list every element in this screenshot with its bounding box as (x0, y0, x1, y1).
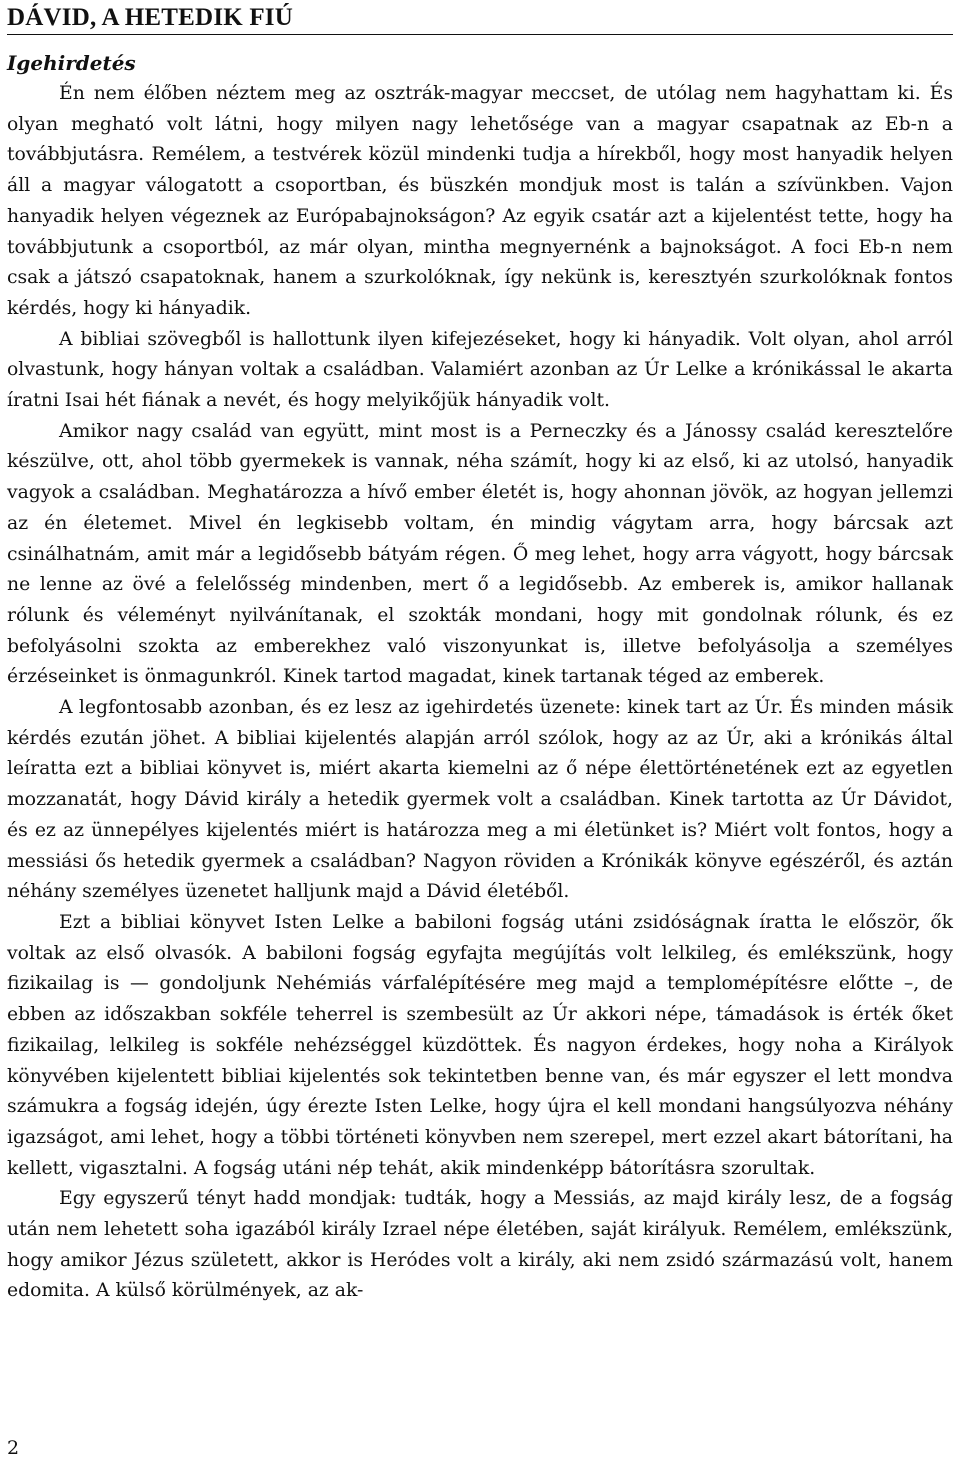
paragraph-3: Amikor nagy család van együtt, mint most is a Perneczky és a Jánossy család keresztelőre készülve, ott, ahol több gyermekek is vannak, néha számít, hogy ki az első, ki az utolsó, hanyadik vagyok a családban. Meghatározza a hívő ember életét is, hogy ahonnan jövök, az hogyan jellemzi az én életemet. Mivel én legkisebb voltam, én mindig vágytam arra, hogy bárcsak azt csinálhatnám, amit már a legidősebb bátyám régen. Ő meg lehet, hogy arra vágyott, hogy bárcsak ne lenne az övé a felelősség mindenben, mert ő a legidősebb. Az emberek is, amikor hallanak rólunk és véleményt nyilvánítanak, el szokták mondani, hogy mit gondolnak rólunk, és ez befolyásolni szokta az emberekhez való viszonyunkat is, illetve befolyásolja a személyes érzéseinket is önmagunkról. Kinek tartod magadat, kinek tartanak téged az emberek. (7, 420, 953, 688)
body-text (7, 79, 953, 1307)
document-page (7, 0, 953, 1465)
paragraph-1: Én nem élőben néztem meg az osztrák-magyar meccset, de utólag nem hagyhattam ki. És olyan megható volt látni, hogy milyen nagy lehetősége van a magyar csapatnak az Eb-n a továbbjutásra. Remélem, a testvérek közül mindenki tudja a hírekből, hogy most hanyadik helyen áll a magyar válogatott a csoportban, és büszkén mondjuk most is talán a szívünkben. Vajon hanyadik helyen végeznek az Európabajnokságon? Az egyik csatár azt a kijelentést tette, hogy ha továbbjutunk a csoportból, az már olyan, mintha megnyernénk a bajnokságot. A foci Eb-n nem csak a játszó csapatoknak, hanem a szurkolóknak, így nekünk is, keresztyén szurkolóknak fontos kérdés, hogy ki hányadik. (7, 83, 953, 319)
paragraph-6: Egy egyszerű tényt hadd mondjak: tudták, hogy a Messiás, az majd király lesz, de a fogság után nem lehetett soha igazából király Izrael népe életében, saját királyuk. Remélem, emlékszünk, hogy amikor Jézus született, akkor is Heródes volt a király, aki nem zsidó származású volt, hanem edomita. A külső körülmények, az ak- (7, 1188, 953, 1302)
paragraph-5: Ezt a bibliai könyvet Isten Lelke a babiloni fogság utáni zsidóságnak íratta le először, ők voltak az első olvasók. A babiloni fogság egyfajta megújítás volt lelkileg, és emlékszünk, hogy fizikailag is — gondoljunk Nehémiás várfalépítésére meg majd a templomépítésre előtte –, de ebben az időszakban sokféle teherrel is szembesült az Úr akkori népe, támadások is érték őket fizikailag, lelkileg is sokféle nehézséggel küzdöttek. És nagyon érdekes, hogy noha a Királyok könyvében kijelentett bibliai kijelentés sok tekintetben benne van, és már egyszer el lett mondva számukra a fogság idején, úgy érezte Isten Lelke, hogy újra el kell mondani hangsúlyozva néhány igazságot, ami lehet, hogy a többi történeti könyvben nem szerepel, mert ezzel akart bátorítani, ha kellett, vigasztalni. A fogság utáni nép tehát, akik mindenképp bátorításra szorultak. (7, 911, 953, 1179)
paragraph-2: A bibliai szövegből is hallottunk ilyen kifejezéseket, hogy ki hányadik. Volt olyan, ahol arról olvastunk, hogy hányan voltak a családban. Valamiért azonban az Úr Lelke a krónikással le akarta íratni Isai hét fiának a nevét, és hogy melyikőjük hányadik volt. (7, 328, 953, 412)
section-heading: Igehirdetés (7, 51, 136, 75)
paragraph-4: A legfontosabb azonban, és ez lesz az igehirdetés üzenete: kinek tart az Úr. És minden másik kérdés ezután jöhet. A bibliai kijelentés alapján arról szólok, hogy az az Úr, aki a krónikás által leíratta ezt a bibliai könyvet is, miért akarta kiemelni az ő népe élettörténetének ezt az egyetlen mozzanatát, hogy Dávid király a hetedik gyermek volt a családban. Kinek tartotta az Úr Dávidot, és ez az ünnepélyes kijelentés miért is határozza meg a mi életünket is? Miért volt fontos, hogy a messiási ős hetedik gyermek a családban? Nagyon röviden a Krónikák könyve egészéről, és aztán néhány személyes üzenetet halljunk majd a Dávid életéből. (7, 697, 953, 903)
title-underline-rule (7, 34, 953, 35)
page-number: 2 (7, 1437, 20, 1459)
document-title: DÁVID, A HETEDIK FIÚ (7, 4, 293, 31)
